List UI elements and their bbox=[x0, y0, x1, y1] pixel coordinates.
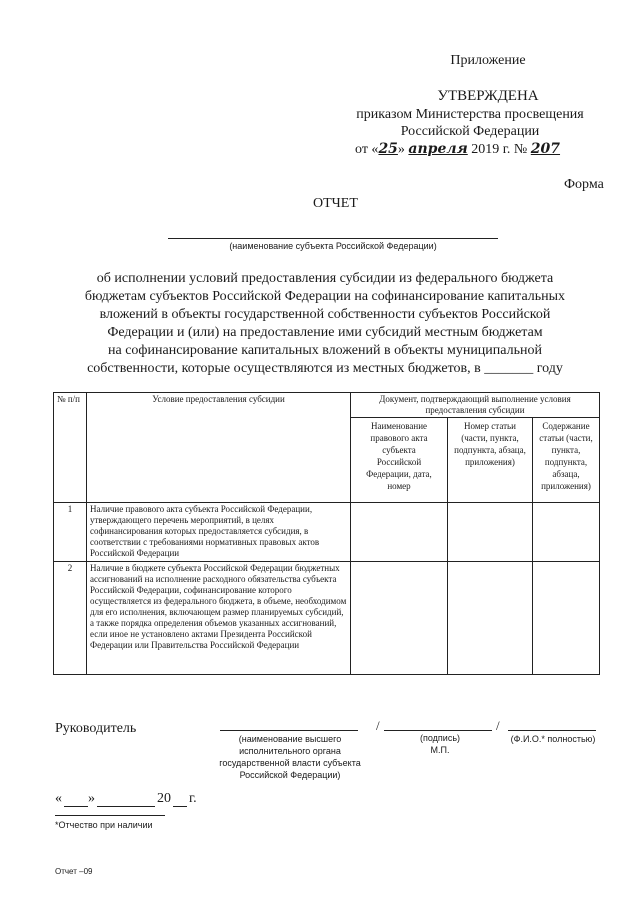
header-document: Документ, подтверждающий выполнение условия предоставления субсидии bbox=[351, 393, 600, 418]
row-act-name-cell[interactable] bbox=[351, 503, 448, 562]
body-name-caption: (наименование высшего исполнительного органа государственной власти субъекта Российской Федерации) bbox=[219, 734, 361, 780]
row-article-number-cell[interactable] bbox=[448, 503, 533, 562]
report-subject-text bbox=[45, 270, 605, 378]
title-line: об исполнении условий предоставления субсидии из федерального бюджета bbox=[96, 271, 554, 286]
date-month-line[interactable] bbox=[97, 806, 155, 807]
report-title: ОТЧЕТ bbox=[313, 196, 358, 211]
header-article-content: Содержание статьи (части, пункта, подпункта, абзаца, приложения) bbox=[533, 418, 600, 503]
row-num: 2 bbox=[54, 562, 87, 675]
footnote: *Отчество при наличии bbox=[55, 820, 153, 830]
row-article-content-cell[interactable] bbox=[533, 562, 600, 675]
approved-label: УТВЕРЖДЕНА bbox=[437, 88, 539, 104]
signature-caption: (подпись) bbox=[419, 733, 461, 743]
header-act-name: Наименование правового акта субъекта Российской Федерации, дата, номер bbox=[351, 418, 448, 503]
date-year-prefix: 20 bbox=[157, 791, 171, 806]
date-month-handwritten: апреля bbox=[408, 141, 468, 157]
signature-line[interactable] bbox=[384, 730, 492, 731]
order-date-line bbox=[355, 141, 615, 158]
order-line: приказом Министерства просвещения bbox=[356, 107, 584, 122]
table-header-row bbox=[54, 393, 600, 418]
slash-separator: / bbox=[376, 718, 380, 733]
fio-caption: (Ф.И.О.* полностью) bbox=[510, 734, 596, 744]
date-day-handwritten: 25 bbox=[378, 141, 398, 157]
header-condition: Условие предоставления субсидии bbox=[87, 393, 351, 503]
subject-caption: (наименование субъекта Российской Федерации) bbox=[229, 241, 437, 251]
title-line: Федерации и (или) на предоставление ими субсидий местным бюджетам bbox=[107, 325, 543, 340]
row-article-content-cell[interactable] bbox=[533, 503, 600, 562]
row-condition: Наличие в бюджете субъекта Российской Федерации бюджетных ассигнований на исполнение расходного обязательства субъекта Российской Федерации, софинансирование которого осуществляется из федерального бюджета, в объеме, необходимом для его исполнения, включающем размер планируемых субсидий, а также порядка определения объемов указанных ассигнований, если иное не установлено актами Президента Российской Федерации или Правительства Российской Федерации bbox=[87, 562, 351, 675]
appendix-label: Приложение bbox=[450, 53, 526, 68]
footnote-divider bbox=[55, 815, 165, 816]
conditions-table bbox=[53, 392, 600, 675]
stamp-label: М.П. bbox=[430, 745, 450, 755]
title-line: вложений в объекты государственной собственности субъектов Российской bbox=[99, 307, 551, 322]
date-prefix: от « bbox=[355, 142, 379, 157]
fio-line[interactable] bbox=[508, 730, 596, 731]
order-number-handwritten: 207 bbox=[530, 141, 561, 157]
date-mid: » bbox=[397, 142, 409, 157]
title-line: на софинансирование капитальных вложений в объекты муниципальной bbox=[108, 343, 542, 358]
date-year-line[interactable] bbox=[173, 806, 187, 807]
table-row bbox=[54, 562, 600, 675]
form-label: Форма bbox=[564, 177, 604, 192]
form-code: Отчет –09 bbox=[55, 867, 93, 876]
row-condition: Наличие правового акта субъекта Российской Федерации, утверждающего перечень мероприятий, в целях софинансирования которых предоставляется субсидия, в соответствии с требованиями нормативных правовых актов Российской Федерации bbox=[87, 503, 351, 562]
header-num: № п/п bbox=[54, 393, 87, 503]
date-year: 2019 г. № bbox=[467, 142, 531, 157]
federation-line: Российской Федерации bbox=[400, 124, 540, 139]
subject-name-line bbox=[168, 238, 498, 239]
slash-separator: / bbox=[496, 718, 500, 733]
row-article-number-cell[interactable] bbox=[448, 562, 533, 675]
table-row bbox=[54, 503, 600, 562]
date-year-suffix: г. bbox=[189, 791, 197, 806]
date-close-quote: » bbox=[88, 791, 95, 806]
title-line: бюджетам субъектов Российской Федерации на софинансирование капитальных bbox=[84, 289, 566, 304]
body-name-line[interactable] bbox=[220, 730, 358, 731]
row-act-name-cell[interactable] bbox=[351, 562, 448, 675]
title-line: собственности, которые осуществляются из местных бюджетов, в _______ году bbox=[87, 361, 563, 376]
header-article-number: Номер статьи (части, пункта, подпункта, абзаца, приложения) bbox=[448, 418, 533, 503]
date-open-quote: « bbox=[55, 791, 62, 806]
head-label: Руководитель bbox=[55, 721, 137, 736]
date-day-line[interactable] bbox=[64, 806, 88, 807]
row-num: 1 bbox=[54, 503, 87, 562]
